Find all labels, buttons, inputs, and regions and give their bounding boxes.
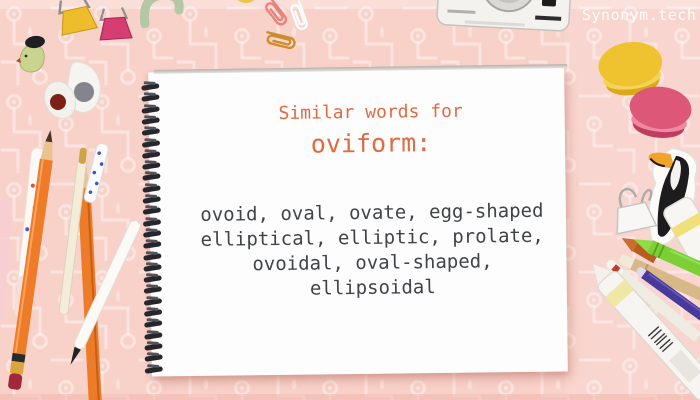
synonym-line: elliptical, elliptic, prolate, — [200, 224, 544, 251]
synonym-line: ovoid, oval, ovate, egg-shaped — [200, 199, 544, 226]
notebook-page — [148, 67, 568, 376]
paper-clips — [258, 0, 320, 52]
brand-watermark: Synonym.tech — [582, 6, 697, 24]
spiral-binding — [141, 84, 167, 372]
synonym-line: ellipsoidal — [309, 276, 436, 300]
jade-arch — [138, 0, 184, 28]
synonym-line: ovoidal, oval-shaped, — [252, 250, 493, 276]
pink-macaron — [619, 80, 700, 146]
note-content — [182, 68, 562, 377]
egg-stones — [40, 60, 106, 120]
headword: oviform: — [310, 128, 432, 159]
pink-binder-clip — [91, 3, 138, 44]
synonym-list — [184, 199, 561, 304]
heading: Similar words for — [278, 100, 463, 124]
